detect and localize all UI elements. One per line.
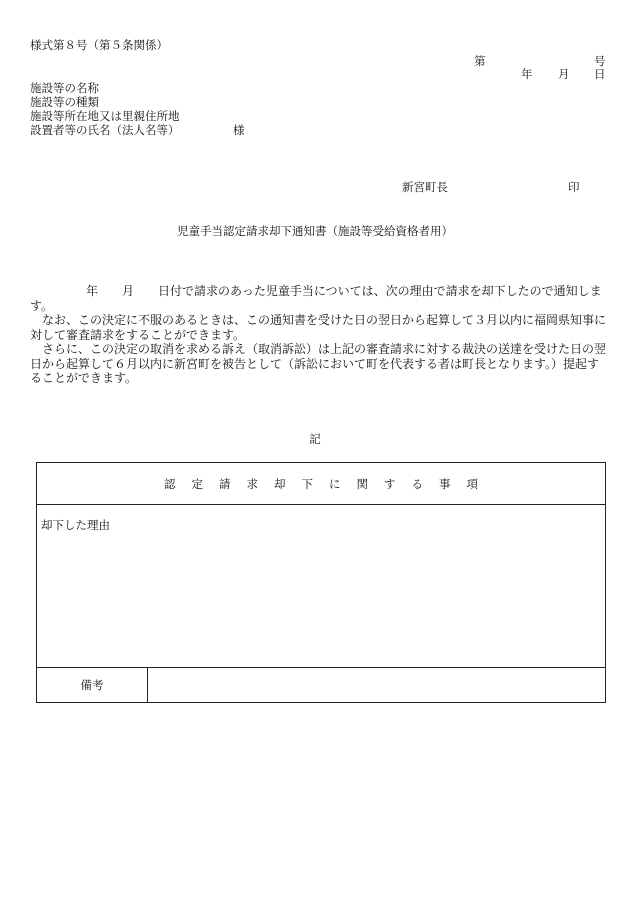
- table-header: 認定請求却下に関する事項: [37, 463, 605, 505]
- date-year-label: 年: [521, 67, 533, 81]
- seal-mark: 印: [568, 180, 580, 194]
- notice-paragraph-1: [30, 284, 608, 313]
- form-number: 様式第８号（第５条関係）: [30, 38, 168, 52]
- notice-paragraph-3: さらに、この決定の取消を求める訴え（取消訴訟）は上記の審査請求に対する裁決の送達を受けた日の翌日から起算して６月以内に新宮町を被告として（訴訟において町を代表する者は町長となります。）提起することができます。: [30, 342, 607, 385]
- facility-name-label: 施設等の名称: [30, 81, 99, 95]
- document-number-suffix: 号: [594, 54, 606, 68]
- notice-year-label: 年: [86, 284, 99, 298]
- notice-text: 日付で請求のあった児童手当については、次の理由で請求を却下したので通知します。: [30, 284, 602, 313]
- facility-address-label: 施設等所在地又は里親住所地: [30, 109, 180, 123]
- recipient-block: [30, 81, 180, 137]
- honorific: 様: [233, 123, 245, 137]
- remarks-label: 備考: [37, 668, 148, 702]
- date-month-label: 月: [558, 67, 570, 81]
- notice-month-label: 月: [122, 284, 135, 298]
- rejection-details-table: [36, 462, 606, 703]
- notice-paragraph-2: なお、この決定に不服のあるときは、この通知書を受けた日の翌日から起算して３月以内に福岡県知事に対して審査請求をすることができます。: [30, 313, 607, 342]
- rejection-reason-label: 却下した理由: [41, 518, 110, 532]
- remarks-row: [37, 667, 605, 702]
- issuer-name: 新宮町長: [402, 180, 448, 194]
- date-day-label: 日: [594, 67, 606, 81]
- facility-type-label: 施設等の種類: [30, 95, 99, 109]
- notice-body: [30, 284, 608, 386]
- document-number-prefix: 第: [474, 54, 486, 68]
- document-title: 児童手当認定請求却下通知書（施設等受給資格者用）: [177, 224, 453, 238]
- ki-heading: 記: [309, 432, 321, 446]
- founder-name-label: 設置者等の氏名（法人名等）: [30, 123, 180, 137]
